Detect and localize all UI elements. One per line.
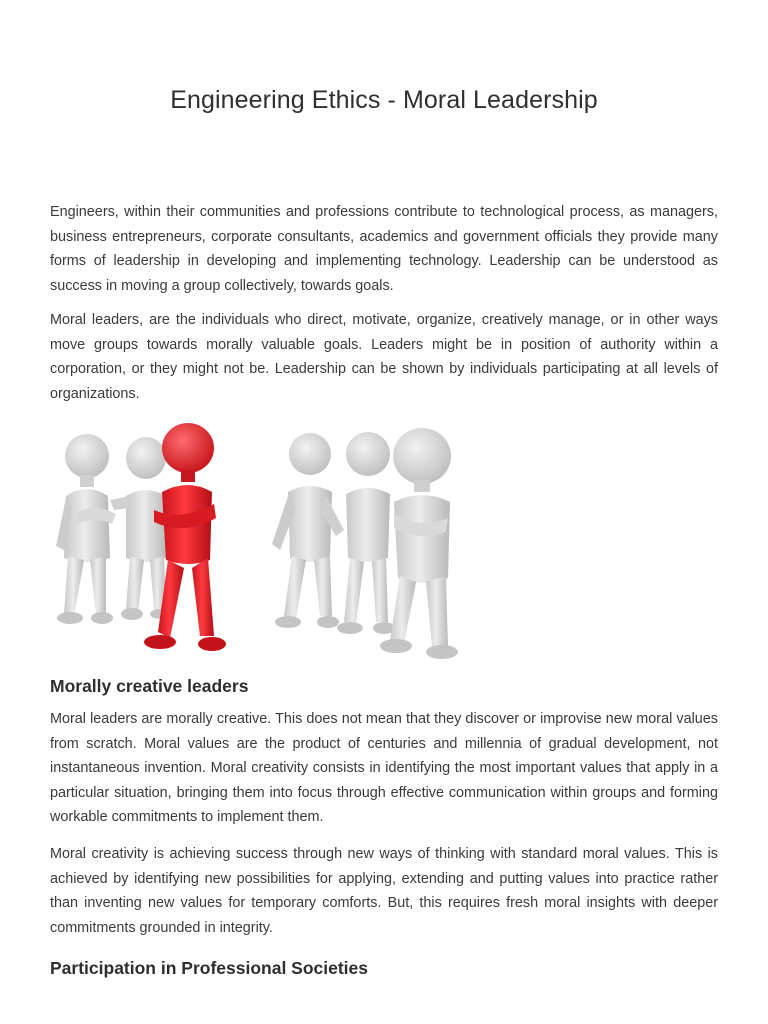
paragraph-text: Engineers, within their communities and professions contribute to technological process, as managers, business entrepreneurs, corporate consultants, academics and government officials they provide many forms of leadership in developing and implementing technology. Leadership can be understood as success in moving a group collectively, towards goals. bbox=[50, 204, 718, 294]
gray-figure-icon bbox=[272, 433, 344, 628]
intro-paragraph bbox=[50, 200, 718, 298]
gray-figure-icon bbox=[337, 432, 395, 634]
morally-creative-paragraph bbox=[50, 707, 718, 830]
leadership-figures-illustration bbox=[50, 418, 470, 668]
paragraph-text: Moral creativity is achieving success through new ways of thinking with standard moral values. This is achieved by identifying new possibilities for applying, extending and putting values into practice rather than inventing new values for temporary comforts. But, this requires fresh moral insights with deeper commitments grounded in integrity. bbox=[50, 846, 718, 936]
page-title: Engineering Ethics - Moral Leadership bbox=[170, 86, 598, 114]
gray-figure-icon bbox=[56, 434, 116, 624]
gray-figure-icon bbox=[110, 437, 170, 620]
section-heading: Participation in Professional Societies bbox=[50, 958, 369, 978]
paragraph-text: Moral leaders are morally creative. This does not mean that they discover or improvise new moral values from scratch. Moral values are the product of centuries and millennia of gradual development, not instantaneous invention. Moral creativity consists in identifying the most important values that apply in a particular situation, bringing them into focus through effective communication within groups and forming workable commitments to implement them. bbox=[50, 711, 718, 826]
leadership-figures-svg bbox=[50, 418, 470, 668]
paragraph-text: Moral leaders, are the individuals who direct, motivate, organize, creatively manage, or in other ways move groups towards morally valuable goals. Leaders might be in position of authority within a corporation, or they might not be. Leadership can be shown by individuals participating at all levels of organizations. bbox=[50, 312, 718, 402]
moral-leaders-paragraph bbox=[50, 308, 718, 406]
section-heading: Morally creative leaders bbox=[50, 676, 249, 696]
moral-creativity-paragraph bbox=[50, 842, 718, 940]
